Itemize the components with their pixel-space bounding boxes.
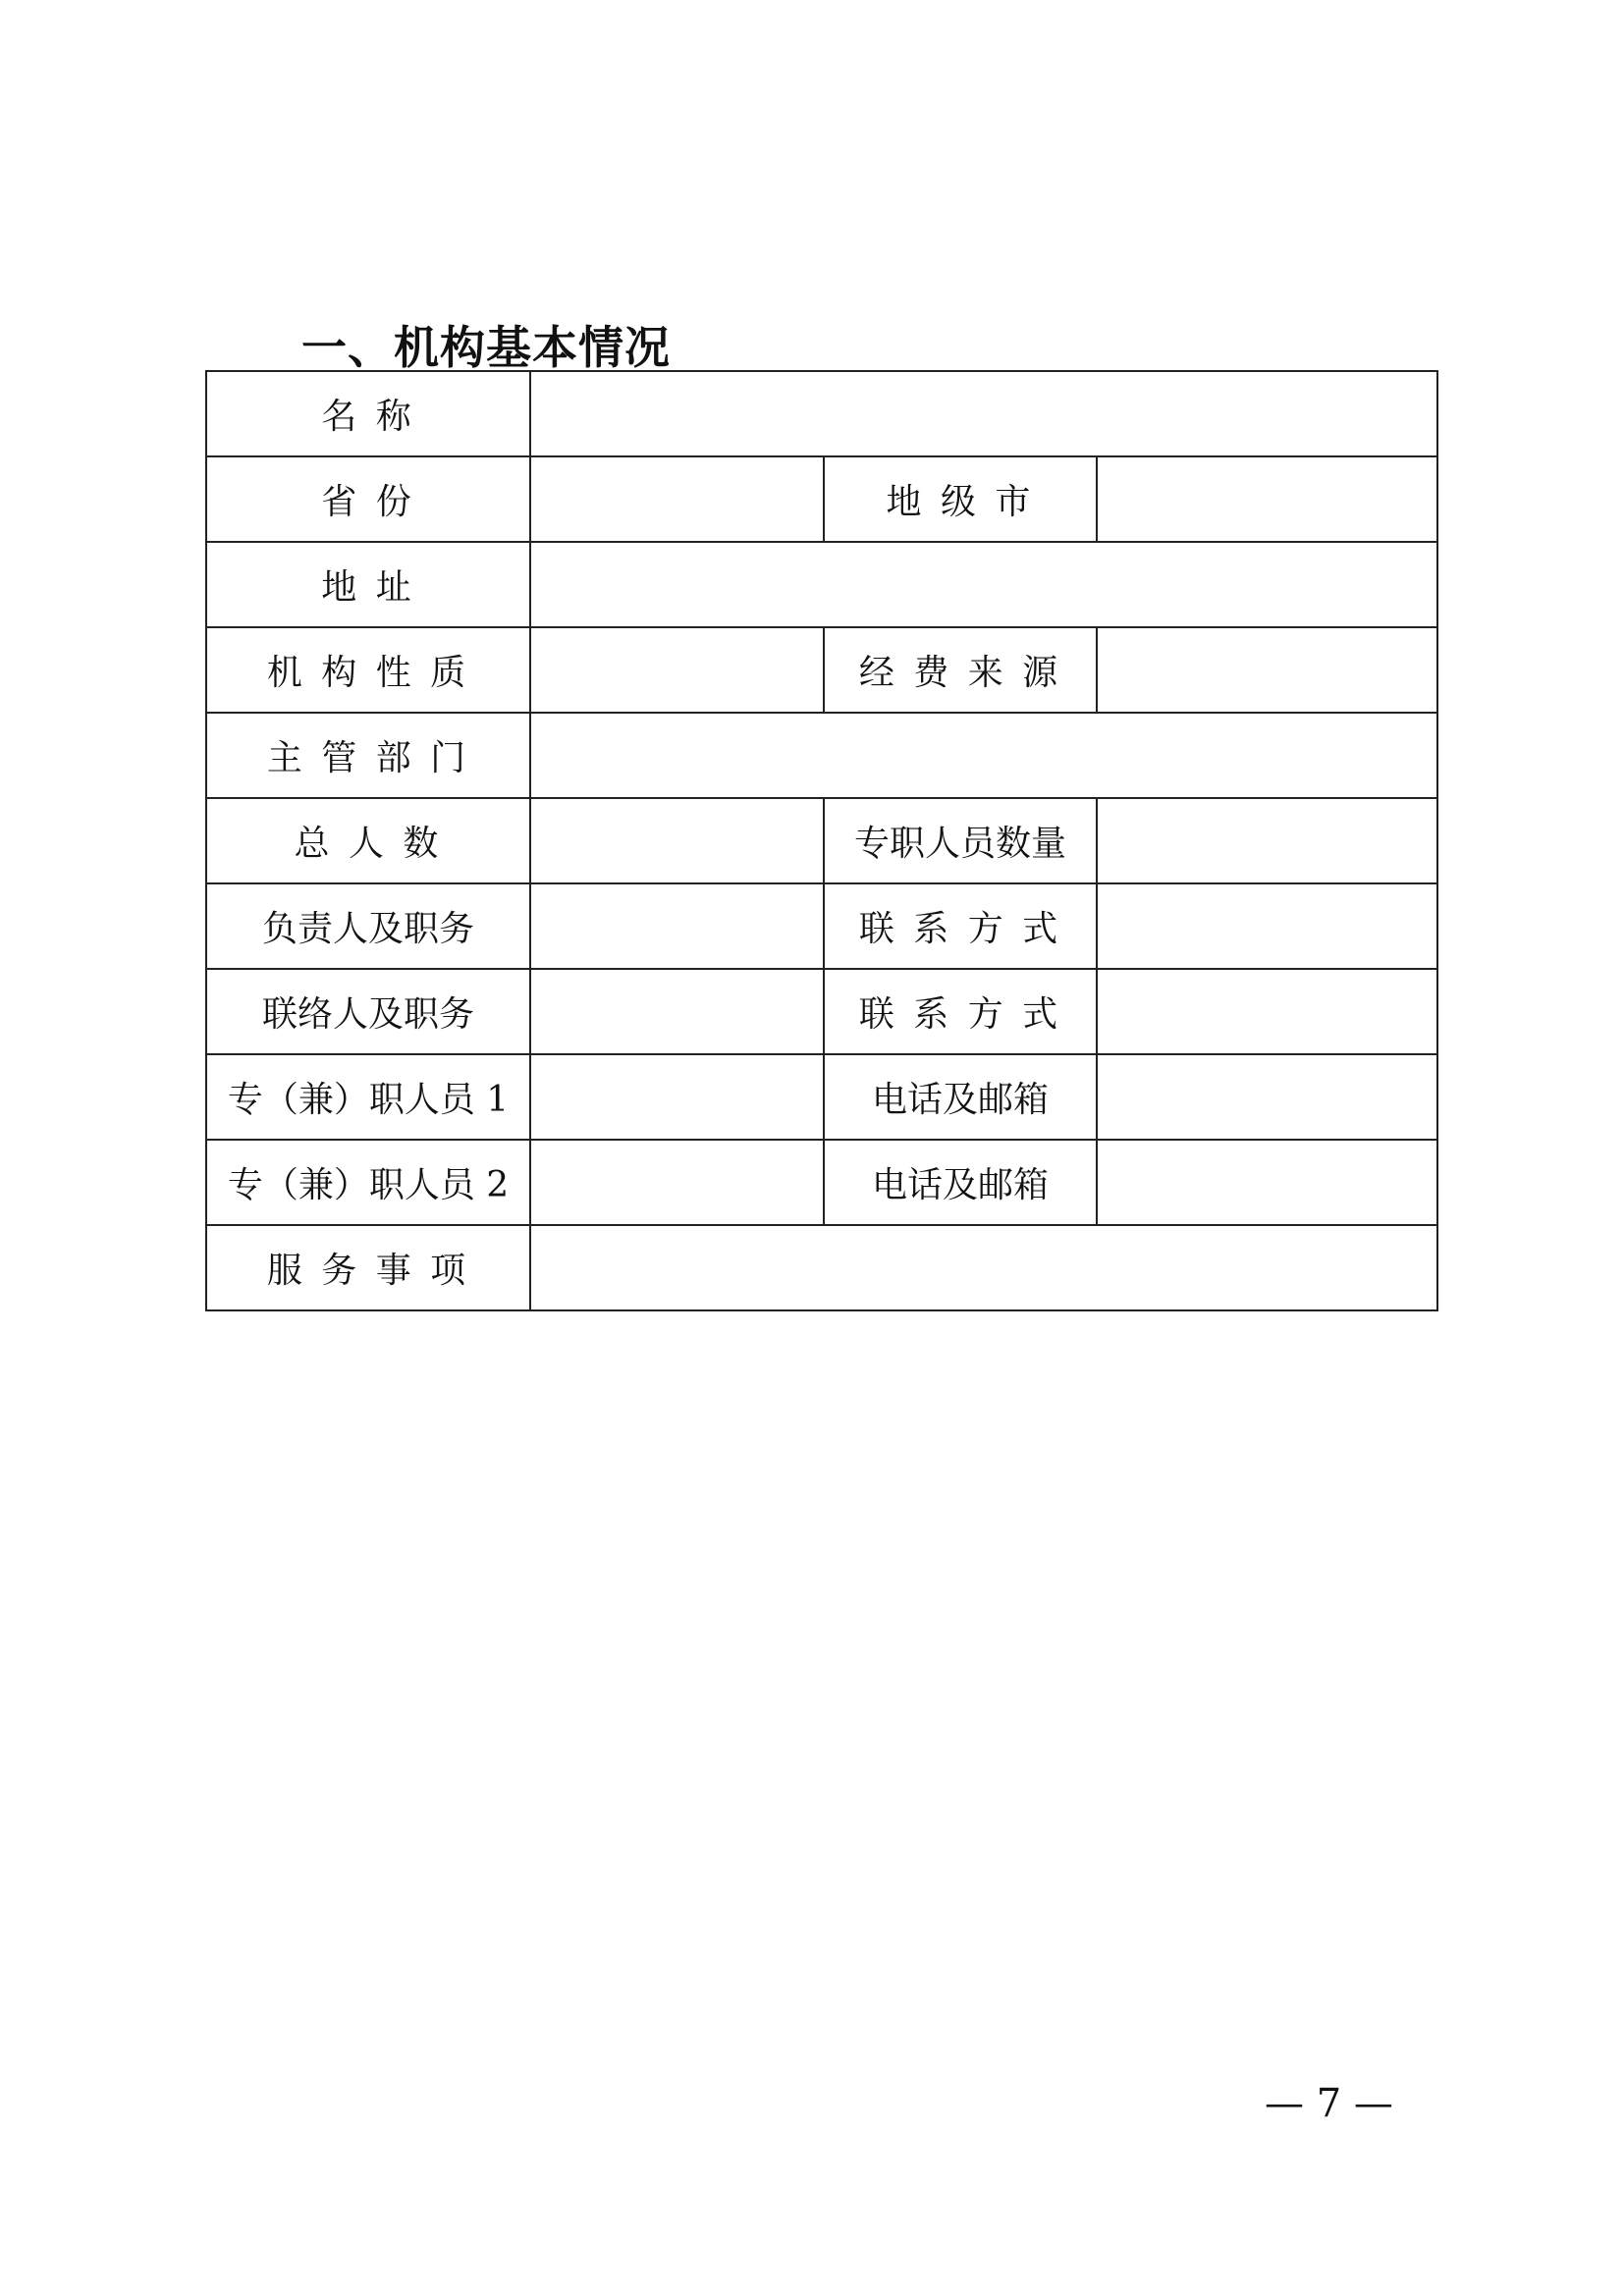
value-leader-contact[interactable] <box>1097 883 1437 969</box>
value-staff1-contact[interactable] <box>1097 1054 1437 1140</box>
value-department[interactable] <box>530 713 1437 798</box>
table-row <box>206 371 1437 456</box>
label-city: 地 级 市 <box>824 456 1097 542</box>
value-liaison-contact[interactable] <box>1097 969 1437 1054</box>
label-funding: 经 费 来 源 <box>824 627 1097 713</box>
value-staff1[interactable] <box>530 1054 824 1140</box>
institution-info-table <box>205 370 1438 1311</box>
label-liaison-contact: 联 系 方 式 <box>824 969 1097 1054</box>
table-row <box>206 1140 1437 1225</box>
value-leader[interactable] <box>530 883 824 969</box>
section-title: 一、机构基本情况 <box>301 321 671 374</box>
table-row <box>206 713 1437 798</box>
value-city[interactable] <box>1097 456 1437 542</box>
table-row <box>206 883 1437 969</box>
value-liaison[interactable] <box>530 969 824 1054</box>
label-liaison: 联络人及职务 <box>206 969 530 1054</box>
value-staff2[interactable] <box>530 1140 824 1225</box>
label-services: 服 务 事 项 <box>206 1225 530 1310</box>
value-services[interactable] <box>530 1225 1437 1310</box>
label-address: 地 址 <box>206 542 530 627</box>
value-total-people[interactable] <box>530 798 824 883</box>
label-leader-contact: 联 系 方 式 <box>824 883 1097 969</box>
label-fulltime-count: 专职人员数量 <box>824 798 1097 883</box>
table-row <box>206 1225 1437 1310</box>
value-funding[interactable] <box>1097 627 1437 713</box>
table-row <box>206 627 1437 713</box>
label-province: 省 份 <box>206 456 530 542</box>
value-fulltime-count[interactable] <box>1097 798 1437 883</box>
table-row <box>206 969 1437 1054</box>
table-row <box>206 1054 1437 1140</box>
label-staff2-contact: 电话及邮箱 <box>824 1140 1097 1225</box>
value-address[interactable] <box>530 542 1437 627</box>
value-province[interactable] <box>530 456 824 542</box>
label-name: 名 称 <box>206 371 530 456</box>
label-total-people: 总 人 数 <box>206 798 530 883</box>
table-row <box>206 542 1437 627</box>
label-staff1-contact: 电话及邮箱 <box>824 1054 1097 1140</box>
label-staff2: 专（兼）职人员 2 <box>206 1140 530 1225</box>
table-row <box>206 456 1437 542</box>
value-nature[interactable] <box>530 627 824 713</box>
label-leader: 负责人及职务 <box>206 883 530 969</box>
label-staff1: 专（兼）职人员 1 <box>206 1054 530 1140</box>
table-row <box>206 798 1437 883</box>
label-department: 主 管 部 门 <box>206 713 530 798</box>
label-nature: 机 构 性 质 <box>206 627 530 713</box>
page-number: — 7 — <box>1265 2081 1393 2126</box>
value-name[interactable] <box>530 371 1437 456</box>
value-staff2-contact[interactable] <box>1097 1140 1437 1225</box>
